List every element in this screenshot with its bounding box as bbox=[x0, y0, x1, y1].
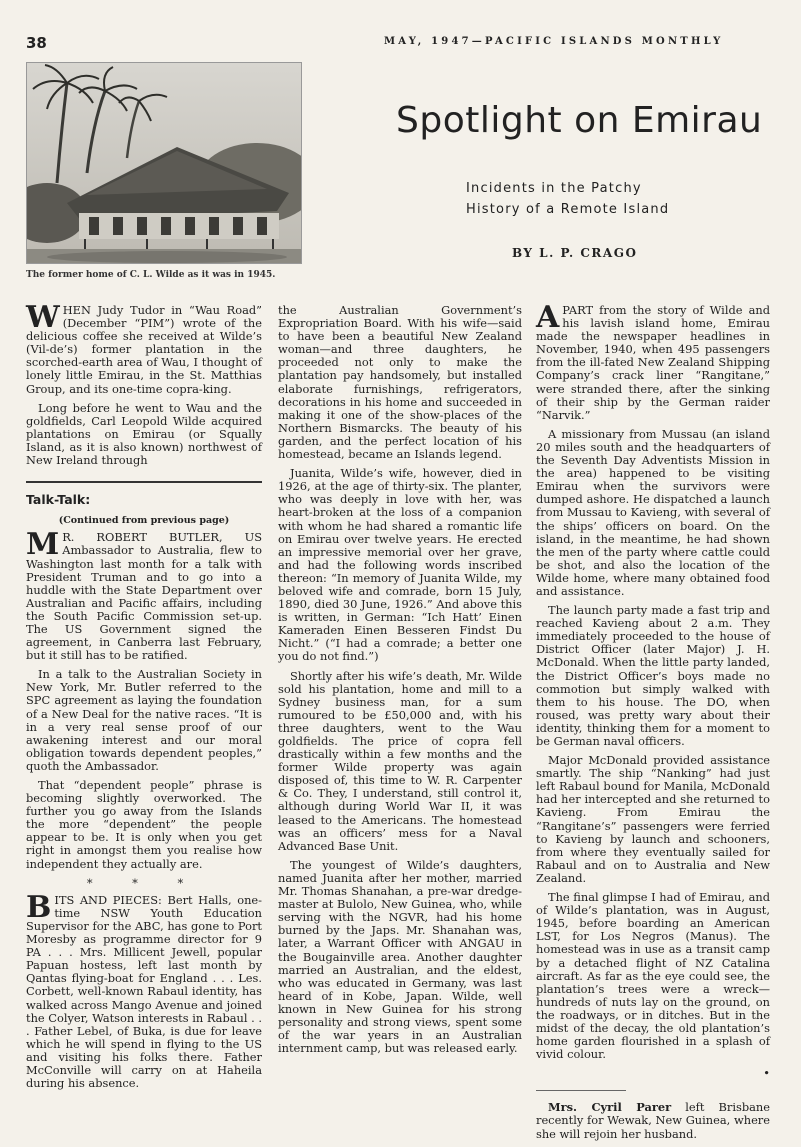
paragraph: That “dependent people” phrase is becoming slightly overworked. The further you go away from the Islands the more “dependent” the people appear to be. It is only when you get right in amongst them you realise how independent they actually are. bbox=[26, 778, 262, 871]
paragraph: The launch party made a fast trip and reached Kavieng about 2 a.m. They immediately proceeded to the house of District Officer (later Major) J. H. McDonald. When the little party landed, the District Officer’s boys made no commotion but simply walked with them to his house. The DO, when roused, was pretty wary about their identity, thinking them for a moment to be German naval officers. bbox=[536, 603, 770, 748]
photo-caption: The former home of C. L. Wilde as it was in 1945. bbox=[26, 270, 276, 280]
article-subtitle bbox=[466, 178, 766, 220]
drop-cap: B bbox=[26, 889, 52, 925]
house-photo-illustration bbox=[27, 63, 301, 263]
paragraph: A missionary from Mussau (an island 20 miles south and the headquarters of the Seventh Day Adventists Mission in the area) happened to be visiting Emirau when the survivors were dumped ashore. He dispatched a launch from Mussau to Kavieng, with several of the ships’ officers on board. On the island, in the meantime, he had shown the men of the party where cattle could be shot, and also the location of the Wilde home, where many obtained food and assistance. bbox=[536, 426, 770, 598]
paragraph: In a talk to the Australian Society in New York, Mr. Butler referred to the SPC agreement as laying the foundation of a New Deal for the native races. “It is in a very real sense proof of our awakening interest and our moral obligation towards dependent peoples,” quoth the Ambassador. bbox=[26, 667, 262, 773]
divider bbox=[536, 1090, 626, 1091]
column-3 bbox=[536, 300, 771, 1147]
paragraph bbox=[536, 300, 770, 422]
drop-cap: M bbox=[26, 527, 60, 563]
paragraph-text: ITS AND PIECES: Bert Halls, one-time NSW Youth Education Supervisor for the ABC, has gone to Port Moresby as programme director for 9 PA . . . Mrs. Millicent Jewell, popular Papuan hostess, left last month by Qantas flying-boat for England . . . Les. Corbett, well-known Rabaul identity, has walked across Mango Avenue and joined the Colyer, Watson interests in Rabaul . . . Father Lebel, of Buka, is due for leave which he will spend in flying to the US and visiting his folks there. Father McConville will carry on at Haheila during his absence. bbox=[26, 892, 262, 1091]
paragraph bbox=[26, 300, 262, 396]
section-separator: * * * bbox=[86, 875, 202, 890]
note-text: left Brisbane recently for Wewak, New Guinea, where she will rejoin her husband. bbox=[536, 1100, 770, 1141]
drop-cap: W bbox=[26, 300, 60, 335]
note-name: Mrs. Cyril Parer bbox=[548, 1100, 672, 1115]
continued-note: (Continued from previous page) bbox=[58, 515, 230, 527]
byline: BY L. P. CRAGO bbox=[512, 246, 638, 260]
running-head: MAY, 1947—PACIFIC ISLANDS MONTHLY bbox=[384, 36, 724, 47]
paragraph: The youngest of Wilde’s daughters, named Juanita after her mother, married Mr. Thomas Shanahan, a pre-war dredge-master at Bulolo, New Guinea, who, while serving with the NGVR, had his home burned by the Japs. Mr. Shanahan was, later, a Warrant Officer with ANGAU in the Bougainville area. Another daughter married an Australian, and the eldest, who was educated in Germany, was last heard of in Kobe, Japan. Wilde, well known in New Guinea for his strong personality and strong views, spent some of the war years in an Australian internment camp, but was released early. bbox=[278, 857, 522, 1056]
subtitle-line-1: Incidents in the Patchy bbox=[466, 181, 642, 196]
paragraph-text: PART from the story of Wilde and his lavish island home, Emirau made the newspaper headlines in November, 1940, when 495 passengers from the ill-fated New Zealand Shipping Company’s crack liner “Rangitane,” were stranded there, after the sinking of their ship by the German raider “Narvik.” bbox=[536, 303, 770, 422]
news-note bbox=[536, 1101, 770, 1140]
subtitle-line-2: History of a Remote Island bbox=[466, 202, 670, 217]
drop-cap: A bbox=[536, 300, 560, 335]
paragraph: Juanita, Wilde’s wife, however, died in 1926, at the age of thirty-six. The planter, who was deeply in love with her, was heart-broken at the loss of a companion with whom he had shared a romantic life on Emirau over twelve years. He erected an impressive memorial over her grave, and had the following words inscribed thereon: “In memory of Juanita Wilde, my beloved wife and comrade, born 15 July, 1890, died 30 June, 1926.” And above this is written, in German: “Ich Hatt’ Einen Kameraden Einen Besseren Findst Du Nicht.” (“I had a comrade; a better one you do not find.”) bbox=[278, 466, 522, 664]
house-photo bbox=[26, 62, 302, 264]
article-title: Spotlight on Emirau bbox=[396, 100, 763, 141]
paragraph: the Australian Government’s Expropriation Board. With his wife—said to have been a beautiful New Zealand woman—and three daughters, he proceeded not only to make the plantation pay handsomely, but installed elaborate furnishings, refrigerators, decorations in his home and succeeded in making it one of the show-places of the Northern Bismarcks. The beauty of his garden, and the perfect location of his homestead, became an Islands legend. bbox=[278, 303, 522, 462]
paragraph-text: R. ROBERT BUTLER, US Ambassador to Australia, flew to Washington last month for a talk with President Truman and to go into a huddle with the State Department over Australian and Pacific affairs, including the South Pacific Commission set-up. The US Government signed the agreement, in Canberra last February, but it still has to be ratified. bbox=[26, 530, 262, 663]
paragraph: Shortly after his wife’s death, Mr. Wilde sold his plantation, home and mill to a Sydney business man, for a sum rumoured to be £50,000 and, with his three daughters, went to the Wau goldfields. The price of copra fell drastically within a few months and the former Wilde property was again disposed of, this time to W. R. Carpenter & Co. They, I understand, still control it, although during World War II, it was leased to the Americans. The homestead was an officers’ mess for a Naval Advanced Base Unit. bbox=[278, 668, 522, 853]
page-number: 38 bbox=[26, 34, 47, 52]
paragraph bbox=[26, 889, 262, 1091]
column-1 bbox=[26, 300, 262, 1096]
paragraph: Long before he went to Wau and the goldfields, Carl Leopold Wilde acquired plantations on Emirau (or Squally Island, as it is also known) northwest of New Ireland through bbox=[26, 400, 262, 468]
paragraph: Major McDonald provided assistance smartly. The ship “Nanking” had just left Rabaul bound for Manila, McDonald had her intercepted and she returned to Kavieng. From Emirau the “Rangitane’s” passengers were ferried to Kavieng by launch and schooners, from where they eventually sailed for Rabaul and on to Australia and New Zealand. bbox=[536, 753, 770, 885]
paragraph-text: HEN Judy Tudor in “Wau Road” (December “PIM”) wrote of the delicious coffee she received at Wilde’s (Vil-de’s) former plantation in the scorched-earth area of Wau, I thought of lonely little Emirau, in the St. Matthias Group, and its one-time copra-king. bbox=[26, 303, 262, 396]
end-mark: • bbox=[763, 1066, 770, 1081]
section-heading: Talk-Talk: bbox=[26, 481, 262, 506]
column-2 bbox=[278, 304, 522, 1061]
paragraph bbox=[26, 527, 262, 663]
paragraph: The final glimpse I had of Emirau, and of Wilde’s plantation, was in August, 1945, before boarding an American LST, for Los Negros (Manus). The homestead was in use as a transit camp by a detached flight of NZ Catalina aircraft. As far as the eye could see, the plantation’s trees were a wreck—hundreds of nuts lay on the ground, on the roadways, or in ditches. But in the midst of the decay, the old plantation’s home garden flourished in a splash of vivid colour. bbox=[536, 890, 771, 1062]
